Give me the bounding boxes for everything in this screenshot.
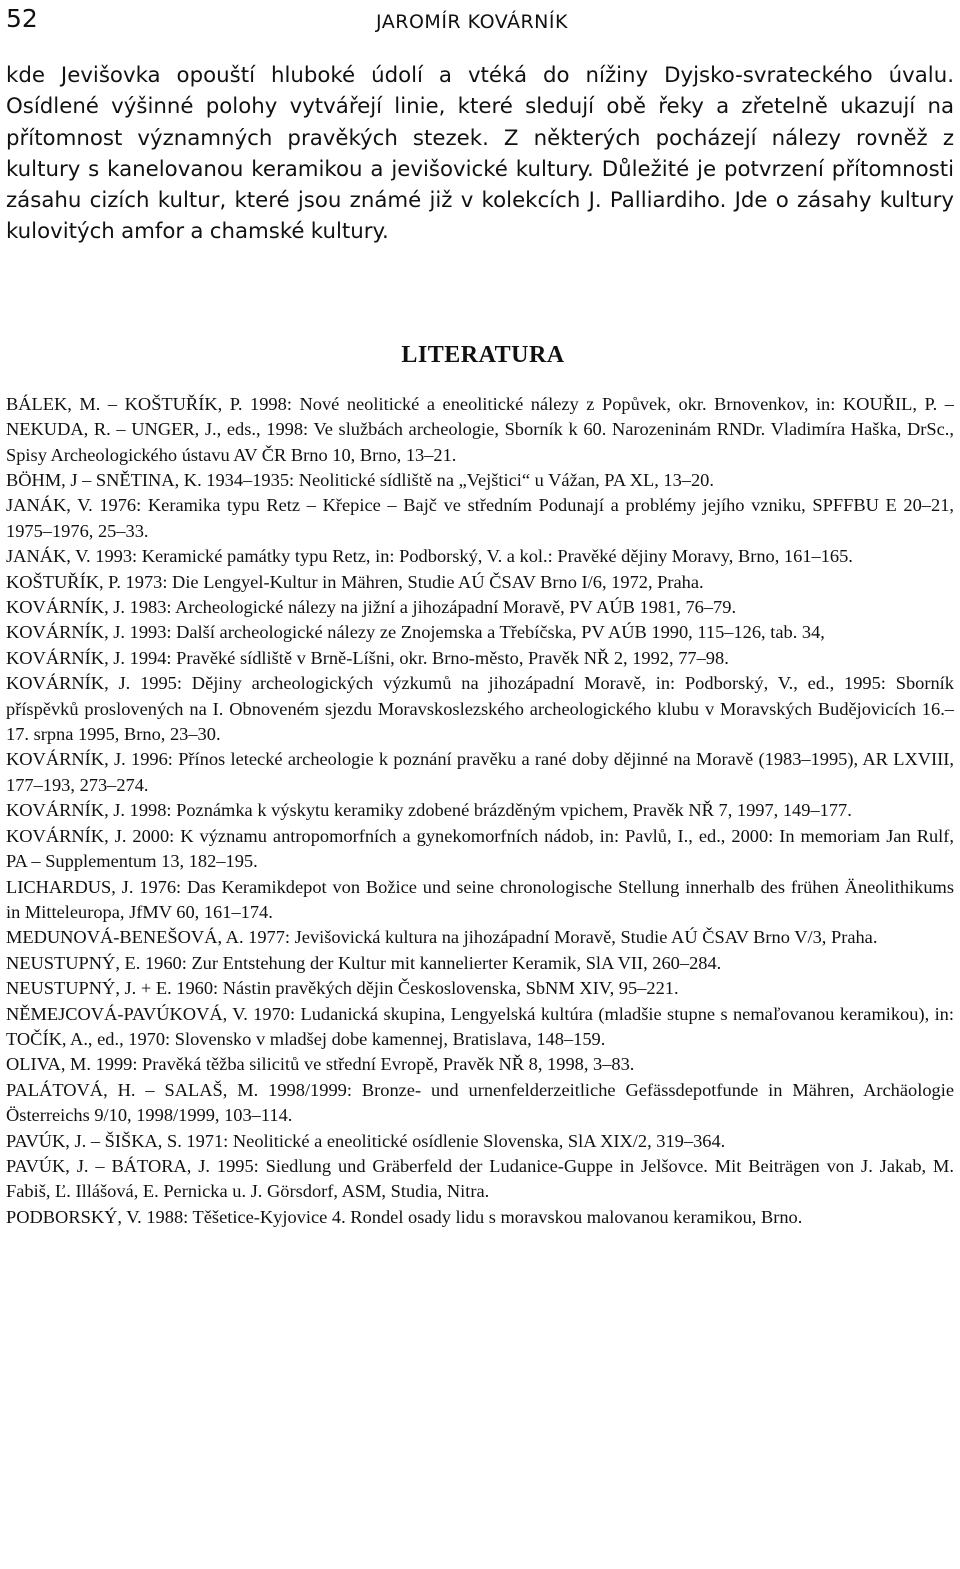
section-title-literatura: LITERATURA	[401, 341, 565, 368]
reference-entry: MEDUNOVÁ-BENEŠOVÁ, A. 1977: Jevišovická kultura na jihozápadní Moravě, Studie AÚ ČSAV Brno V/3, Praha.	[6, 927, 878, 948]
reference-entry: KOŠTUŘÍK, P. 1973: Die Lengyel-Kultur in Mähren, Studie AÚ ČSAV Brno I/6, 1972, Praha.	[6, 571, 704, 592]
reference-list	[6, 392, 954, 1230]
reference-entry: JANÁK, V. 1993: Keramické památky typu Retz, in: Podborský, V. a kol.: Pravěké dějiny Moravy, Brno, 161–165.	[6, 546, 853, 567]
reference-entry: NEUSTUPNÝ, J. + E. 1960: Nástin pravěkých dějin Československa, SbNM XIV, 95–221.	[6, 978, 679, 999]
reference-entry: PODBORSKÝ, V. 1988: Těšetice-Kyjovice 4. Rondel osady lidu s moravskou malovanou keramikou, Brno.	[6, 1206, 803, 1227]
body-paragraph: kde Jevišovka opouští hluboké údolí a vtéká do nížiny Dyjsko-svrateckého úvalu. Osídlené výšinné polohy vytvářejí linie, které sledují obě řeky a zřetelně ukazují na přítomnost významných pravěkých stezek. Z některých pocházejí nálezy rovněž z kultury s kanelovanou keramikou a jevišovické kultury. Důležité je potvrzení přítomnosti zásahu cizích kultur, které jsou známé již v kolekcích J. Palliardiho. Jde o zásahy kultury kulovitých amfor a chamské kultury.	[6, 63, 954, 245]
reference-entry: OLIVA, M. 1999: Pravěká těžba silicitů ve střední Evropě, Pravěk NŘ 8, 1998, 3–83.	[6, 1054, 635, 1075]
reference-entry: KOVÁRNÍK, J. 1983: Archeologické nálezy na jižní a jihozápadní Moravě, PV AÚB 1981, 76–79.	[6, 597, 737, 618]
reference-entry: KOVÁRNÍK, J. 1995: Dějiny archeologických výzkumů na jihozápadní Moravě, in: Podborský, V., ed., 1995: Sborník příspěvků proslovených na I. Obnoveném sjezdu Moravskoslezského archeologického klubu v Moravských Budějovicích 16.–17. srpna 1995, Brno, 23–30.	[6, 673, 954, 745]
reference-entry: NĚMEJCOVÁ-PAVÚKOVÁ, V. 1970: Ludanická skupina, Lengyelská kultúra (mladšie stupne s nemaľovanou keramikou), in: TOČÍK, A., ed., 1970: Slovensko v mladšej dobe kamennej, Bratislava, 148–159.	[6, 1003, 954, 1049]
reference-entry: KOVÁRNÍK, J. 1996: Přínos letecké archeologie k poznání pravěku a rané doby dějinné na Moravě (1983–1995), AR LXVIII, 177–193, 273–274.	[6, 749, 954, 795]
reference-entry: KOVÁRNÍK, J. 2000: K významu antropomorfních a gynekomorfních nádob, in: Pavlů, I., ed., 2000: In memoriam Jan Rulf, PA – Supplementum 13, 182–195.	[6, 825, 954, 872]
running-head	[6, 0, 954, 44]
reference-entry: KOVÁRNÍK, J. 1998: Poznámka k výskytu keramiky zdobené brázděným vpichem, Pravěk NŘ 7, 1997, 149–177.	[6, 800, 852, 821]
reference-entry: PAVÚK, J. – BÁTORA, J. 1995: Siedlung und Gräberfeld der Ludanice-Guppe in Jelšovce. Mit Beiträgen von J. Jakab, M. Fabiš, Ľ. Illášová, E. Pernicka u. J. Görsdorf, ASM, Studia, Nitra.	[6, 1155, 954, 1202]
reference-entry: JANÁK, V. 1976: Keramika typu Retz – Křepice – Bajč ve středním Podunají a problémy jejího vzniku, SPFFBU E 20–21, 1975–1976, 25–33.	[6, 495, 954, 541]
reference-entry: NEUSTUPNÝ, E. 1960: Zur Entstehung der Kultur mit kannelierter Keramik, SlA VII, 260–284.	[6, 952, 722, 973]
reference-entry: PAVÚK, J. – ŠIŠKA, S. 1971: Neolitické a eneolitické osídlenie Slovenska, SlA XIX/2, 319–364.	[6, 1130, 726, 1151]
reference-entry: BÁLEK, M. – KOŠTUŘÍK, P. 1998: Nové neolitické a eneolitické nálezy z Popůvek, okr. Brnovenkov, in: KOUŘIL, P. – NEKUDA, R. – UNGER, J., eds., 1998: Ve službách archeologie, Sborník k 60. Narozeninám RNDr. Vladimíra Haška, DrSc., Spisy Archeologického ústavu AV ČR Brno 10, Brno, 13–21.	[6, 393, 954, 465]
reference-entry: KOVÁRNÍK, J. 1994: Pravěké sídliště v Brně-Líšni, okr. Brno-město, Pravěk NŘ 2, 1992, 77–98.	[6, 647, 729, 668]
running-title-author: JAROMÍR KOVÁRNÍK	[376, 11, 568, 33]
reference-entry: PALÁTOVÁ, H. – SALAŠ, M. 1998/1999: Bronze- und urnenfelderzeitliche Gefässdepotfunde in Mähren, Archäologie Österreichs 9/10, 1998/1999, 103–114.	[6, 1079, 954, 1126]
reference-entry: BÖHM, J – SNĚTINA, K. 1934–1935: Neolitické sídliště na „Vejštici“ u Vážan, PA XL, 13–20.	[6, 470, 714, 490]
page-number: 52	[6, 4, 38, 33]
reference-entry: KOVÁRNÍK, J. 1993: Další archeologické nálezy ze Znojemska a Třebíčska, PV AÚB 1990, 115–126, tab. 34,	[6, 622, 825, 643]
reference-entry: LICHARDUS, J. 1976: Das Keramikdepot von Božice und seine chronologische Stellung innerhalb des frühen Äneolithikums in Mitteleuropa, JfMV 60, 161–174.	[6, 876, 954, 922]
